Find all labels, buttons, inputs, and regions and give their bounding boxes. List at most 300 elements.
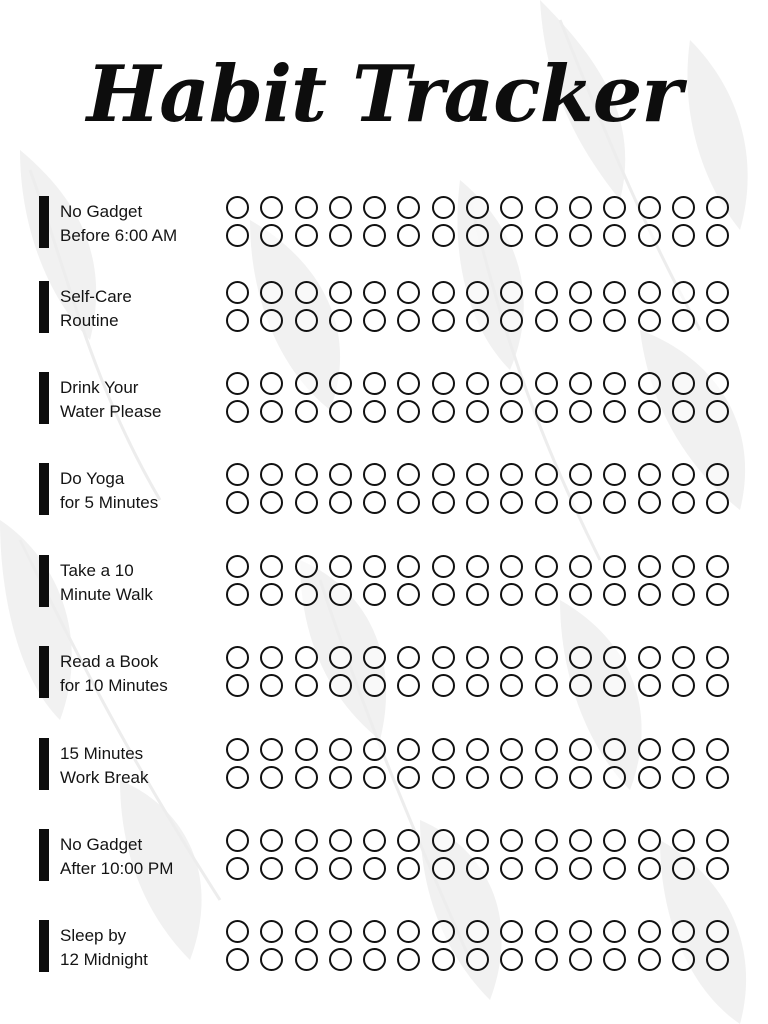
habit-check-circle[interactable] <box>295 555 318 578</box>
habit-check-circle[interactable] <box>638 920 661 943</box>
habit-check-circle[interactable] <box>603 400 626 423</box>
habit-check-circle[interactable] <box>329 281 352 304</box>
habit-check-circle[interactable] <box>466 400 489 423</box>
habit-check-circle[interactable] <box>363 309 386 332</box>
habit-check-circle[interactable] <box>672 491 695 514</box>
habit-check-circle[interactable] <box>569 738 592 761</box>
habit-check-circle[interactable] <box>295 857 318 880</box>
habit-check-circle[interactable] <box>432 491 455 514</box>
habit-check-circle[interactable] <box>500 224 523 247</box>
habit-check-circle[interactable] <box>295 309 318 332</box>
habit-check-circle[interactable] <box>500 491 523 514</box>
habit-check-circle[interactable] <box>363 920 386 943</box>
habit-check-circle[interactable] <box>569 948 592 971</box>
habit-check-circle[interactable] <box>603 463 626 486</box>
habit-check-circle[interactable] <box>329 948 352 971</box>
habit-check-circle[interactable] <box>260 400 283 423</box>
habit-check-circle[interactable] <box>569 555 592 578</box>
habit-check-circle[interactable] <box>638 674 661 697</box>
habit-check-circle[interactable] <box>260 920 283 943</box>
habit-check-circle[interactable] <box>295 646 318 669</box>
habit-check-circle[interactable] <box>466 583 489 606</box>
habit-check-circle[interactable] <box>466 463 489 486</box>
habit-check-circle[interactable] <box>226 309 249 332</box>
habit-check-circle[interactable] <box>603 948 626 971</box>
habit-check-circle[interactable] <box>260 224 283 247</box>
habit-check-circle[interactable] <box>363 583 386 606</box>
habit-check-circle[interactable] <box>363 829 386 852</box>
habit-check-circle[interactable] <box>466 948 489 971</box>
habit-check-circle[interactable] <box>260 857 283 880</box>
habit-label-line-1: No Gadget <box>60 202 143 221</box>
habit-check-circle[interactable] <box>638 281 661 304</box>
habit-check-circle[interactable] <box>672 555 695 578</box>
habit-check-circle[interactable] <box>638 372 661 395</box>
habit-check-circle[interactable] <box>672 920 695 943</box>
habit-check-circle[interactable] <box>638 309 661 332</box>
habit-check-circle[interactable] <box>638 766 661 789</box>
habit-check-circle[interactable] <box>295 829 318 852</box>
habit-check-circle[interactable] <box>260 674 283 697</box>
habit-check-circle[interactable] <box>535 309 558 332</box>
habit-check-circle[interactable] <box>638 196 661 219</box>
habit-check-circle[interactable] <box>363 857 386 880</box>
habit-check-circle[interactable] <box>226 463 249 486</box>
habit-check-circle[interactable] <box>638 646 661 669</box>
habit-check-circle[interactable] <box>535 196 558 219</box>
habit-check-circle[interactable] <box>295 738 318 761</box>
habit-check-circle[interactable] <box>397 400 420 423</box>
habit-check-circle[interactable] <box>466 766 489 789</box>
habit-check-circle[interactable] <box>260 196 283 219</box>
habit-check-circle[interactable] <box>500 920 523 943</box>
habit-check-circle[interactable] <box>500 372 523 395</box>
habit-check-circle[interactable] <box>638 224 661 247</box>
habit-check-circle[interactable] <box>706 766 729 789</box>
habit-label-line-2: for 10 Minutes <box>60 676 168 695</box>
habit-check-circle[interactable] <box>706 372 729 395</box>
habit-check-circle[interactable] <box>329 196 352 219</box>
habit-check-circle[interactable] <box>569 646 592 669</box>
habit-check-circle[interactable] <box>226 857 249 880</box>
habit-check-circle[interactable] <box>569 920 592 943</box>
habit-check-circle[interactable] <box>569 674 592 697</box>
habit-check-circle[interactable] <box>226 738 249 761</box>
habit-check-circle[interactable] <box>569 766 592 789</box>
habit-label-line-1: Read a Book <box>60 652 159 671</box>
habit-check-circle[interactable] <box>226 583 249 606</box>
habit-check-circle[interactable] <box>432 766 455 789</box>
habit-check-circle[interactable] <box>466 829 489 852</box>
habit-check-circle[interactable] <box>706 400 729 423</box>
habit-check-circle[interactable] <box>363 463 386 486</box>
checkbox-row <box>226 224 740 248</box>
habit-check-circle[interactable] <box>500 583 523 606</box>
habit-check-circle[interactable] <box>672 674 695 697</box>
habit-check-circle[interactable] <box>535 948 558 971</box>
habit-check-circle[interactable] <box>500 738 523 761</box>
habit-check-circle[interactable] <box>432 400 455 423</box>
habit-check-circle[interactable] <box>329 463 352 486</box>
habit-check-circle[interactable] <box>432 920 455 943</box>
habit-check-circle[interactable] <box>466 674 489 697</box>
habit-check-circle[interactable] <box>432 224 455 247</box>
habit-check-circle[interactable] <box>397 857 420 880</box>
habit-check-circle[interactable] <box>706 857 729 880</box>
habit-check-circle[interactable] <box>260 491 283 514</box>
habit-check-circle[interactable] <box>226 224 249 247</box>
habit-check-circle[interactable] <box>432 857 455 880</box>
habit-check-circle[interactable] <box>500 555 523 578</box>
habit-check-circle[interactable] <box>260 583 283 606</box>
habit-check-circle[interactable] <box>226 766 249 789</box>
habit-check-circle[interactable] <box>397 583 420 606</box>
habit-check-circle[interactable] <box>672 372 695 395</box>
habit-label-line-1: Self-Care <box>60 287 132 306</box>
habit-check-circle[interactable] <box>638 555 661 578</box>
habit-check-circle[interactable] <box>466 555 489 578</box>
habit-check-circle[interactable] <box>500 400 523 423</box>
habit-check-circle[interactable] <box>329 674 352 697</box>
habit-check-circle[interactable] <box>603 920 626 943</box>
habit-check-circle[interactable] <box>432 555 455 578</box>
habit-check-circle[interactable] <box>569 829 592 852</box>
habit-check-circle[interactable] <box>295 491 318 514</box>
habit-check-circle[interactable] <box>363 372 386 395</box>
habit-check-circle[interactable] <box>706 948 729 971</box>
habit-check-circle[interactable] <box>672 829 695 852</box>
habit-check-circle[interactable] <box>226 196 249 219</box>
checkbox-row <box>226 920 740 944</box>
habit-check-circle[interactable] <box>329 857 352 880</box>
habit-check-circle[interactable] <box>706 646 729 669</box>
habit-check-circle[interactable] <box>466 224 489 247</box>
habit-checkbox-grid <box>226 196 746 256</box>
habit-check-circle[interactable] <box>466 646 489 669</box>
habit-check-circle[interactable] <box>500 646 523 669</box>
habit-check-circle[interactable] <box>569 309 592 332</box>
habit-check-circle[interactable] <box>500 196 523 219</box>
habit-check-circle[interactable] <box>569 857 592 880</box>
habit-check-circle[interactable] <box>432 829 455 852</box>
habit-check-circle[interactable] <box>535 491 558 514</box>
checkbox-row <box>226 948 740 972</box>
habit-check-circle[interactable] <box>535 372 558 395</box>
habit-marker-bar <box>39 738 49 790</box>
habit-check-circle[interactable] <box>500 829 523 852</box>
checkbox-row <box>226 309 740 333</box>
habit-check-circle[interactable] <box>329 309 352 332</box>
habit-check-circle[interactable] <box>569 583 592 606</box>
habit-check-circle[interactable] <box>603 491 626 514</box>
habit-marker-bar <box>39 555 49 607</box>
habit-check-circle[interactable] <box>672 463 695 486</box>
habit-check-circle[interactable] <box>672 646 695 669</box>
habit-check-circle[interactable] <box>295 674 318 697</box>
habit-check-circle[interactable] <box>672 224 695 247</box>
habit-check-circle[interactable] <box>329 491 352 514</box>
habit-check-circle[interactable] <box>295 372 318 395</box>
habit-check-circle[interactable] <box>706 583 729 606</box>
habit-check-circle[interactable] <box>329 400 352 423</box>
habit-check-circle[interactable] <box>500 463 523 486</box>
habit-check-circle[interactable] <box>466 738 489 761</box>
habit-check-circle[interactable] <box>260 948 283 971</box>
habit-check-circle[interactable] <box>569 281 592 304</box>
habit-check-circle[interactable] <box>295 583 318 606</box>
habit-check-circle[interactable] <box>706 309 729 332</box>
habit-check-circle[interactable] <box>363 674 386 697</box>
habit-label-line-2: Routine <box>60 311 119 330</box>
habit-check-circle[interactable] <box>466 857 489 880</box>
habit-check-circle[interactable] <box>397 224 420 247</box>
habit-check-circle[interactable] <box>363 948 386 971</box>
habit-check-circle[interactable] <box>638 463 661 486</box>
habit-check-circle[interactable] <box>569 224 592 247</box>
habit-check-circle[interactable] <box>672 766 695 789</box>
habit-check-circle[interactable] <box>397 463 420 486</box>
habit-check-circle[interactable] <box>397 309 420 332</box>
habit-check-circle[interactable] <box>363 491 386 514</box>
habit-label-line-1: Sleep by <box>60 926 127 945</box>
habit-label <box>60 285 225 333</box>
habit-check-circle[interactable] <box>329 738 352 761</box>
habit-check-circle[interactable] <box>535 400 558 423</box>
habit-check-circle[interactable] <box>706 738 729 761</box>
habit-check-circle[interactable] <box>603 196 626 219</box>
habit-check-circle[interactable] <box>569 491 592 514</box>
habit-check-circle[interactable] <box>260 738 283 761</box>
habit-check-circle[interactable] <box>226 948 249 971</box>
habit-check-circle[interactable] <box>260 372 283 395</box>
habit-check-circle[interactable] <box>295 948 318 971</box>
habit-check-circle[interactable] <box>672 400 695 423</box>
habit-check-circle[interactable] <box>500 309 523 332</box>
habit-check-circle[interactable] <box>397 738 420 761</box>
habit-check-circle[interactable] <box>706 196 729 219</box>
habit-check-circle[interactable] <box>535 920 558 943</box>
habit-check-circle[interactable] <box>295 224 318 247</box>
habit-check-circle[interactable] <box>329 555 352 578</box>
habit-checkbox-grid <box>226 738 746 798</box>
habit-check-circle[interactable] <box>466 281 489 304</box>
habit-check-circle[interactable] <box>260 829 283 852</box>
habit-check-circle[interactable] <box>363 196 386 219</box>
habit-check-circle[interactable] <box>603 674 626 697</box>
habit-check-circle[interactable] <box>260 309 283 332</box>
habit-check-circle[interactable] <box>569 463 592 486</box>
habit-marker-bar <box>39 463 49 515</box>
habit-check-circle[interactable] <box>432 583 455 606</box>
habit-check-circle[interactable] <box>603 281 626 304</box>
checkbox-row <box>226 400 740 424</box>
habit-check-circle[interactable] <box>295 463 318 486</box>
habit-check-circle[interactable] <box>638 857 661 880</box>
habit-check-circle[interactable] <box>329 829 352 852</box>
habit-check-circle[interactable] <box>672 583 695 606</box>
habit-check-circle[interactable] <box>397 555 420 578</box>
habit-check-circle[interactable] <box>638 829 661 852</box>
habit-check-circle[interactable] <box>706 920 729 943</box>
habit-check-circle[interactable] <box>535 463 558 486</box>
habit-check-circle[interactable] <box>226 829 249 852</box>
habit-check-circle[interactable] <box>432 738 455 761</box>
habit-check-circle[interactable] <box>535 583 558 606</box>
habit-check-circle[interactable] <box>466 491 489 514</box>
habit-check-circle[interactable] <box>500 948 523 971</box>
habit-check-circle[interactable] <box>603 583 626 606</box>
habit-check-circle[interactable] <box>466 372 489 395</box>
habit-check-circle[interactable] <box>706 674 729 697</box>
habit-check-circle[interactable] <box>535 674 558 697</box>
habit-check-circle[interactable] <box>226 674 249 697</box>
habit-check-circle[interactable] <box>397 766 420 789</box>
habit-row <box>0 281 768 341</box>
habit-check-circle[interactable] <box>363 555 386 578</box>
habit-check-circle[interactable] <box>569 372 592 395</box>
habit-check-circle[interactable] <box>226 555 249 578</box>
habit-check-circle[interactable] <box>226 491 249 514</box>
habit-check-circle[interactable] <box>569 400 592 423</box>
habit-check-circle[interactable] <box>706 829 729 852</box>
habit-check-circle[interactable] <box>295 281 318 304</box>
habit-check-circle[interactable] <box>363 766 386 789</box>
habit-check-circle[interactable] <box>432 646 455 669</box>
habit-row <box>0 196 768 256</box>
habit-check-circle[interactable] <box>260 555 283 578</box>
habit-check-circle[interactable] <box>432 196 455 219</box>
habit-label-line-1: Drink Your <box>60 378 139 397</box>
habit-check-circle[interactable] <box>226 281 249 304</box>
habit-check-circle[interactable] <box>397 491 420 514</box>
habit-check-circle[interactable] <box>569 196 592 219</box>
habit-check-circle[interactable] <box>397 829 420 852</box>
habit-marker-bar <box>39 281 49 333</box>
habit-check-circle[interactable] <box>432 281 455 304</box>
habit-check-circle[interactable] <box>535 281 558 304</box>
habit-check-circle[interactable] <box>363 400 386 423</box>
habit-check-circle[interactable] <box>603 738 626 761</box>
habit-check-circle[interactable] <box>295 400 318 423</box>
habit-check-circle[interactable] <box>638 583 661 606</box>
checkbox-row <box>226 857 740 881</box>
habit-check-circle[interactable] <box>295 920 318 943</box>
habit-check-circle[interactable] <box>535 224 558 247</box>
habit-row <box>0 463 768 523</box>
habit-check-circle[interactable] <box>226 646 249 669</box>
habit-check-circle[interactable] <box>535 857 558 880</box>
habit-check-circle[interactable] <box>363 281 386 304</box>
habit-check-circle[interactable] <box>706 491 729 514</box>
habit-check-circle[interactable] <box>535 646 558 669</box>
habit-check-circle[interactable] <box>432 674 455 697</box>
habit-check-circle[interactable] <box>295 196 318 219</box>
habit-check-circle[interactable] <box>397 948 420 971</box>
habit-label-line-2: Before 6:00 AM <box>60 226 178 245</box>
habit-check-circle[interactable] <box>397 674 420 697</box>
habit-check-circle[interactable] <box>329 920 352 943</box>
habit-check-circle[interactable] <box>329 583 352 606</box>
habit-check-circle[interactable] <box>397 646 420 669</box>
habit-checkbox-grid <box>226 555 746 615</box>
habit-check-circle[interactable] <box>397 281 420 304</box>
habit-check-circle[interactable] <box>432 372 455 395</box>
habit-check-circle[interactable] <box>672 857 695 880</box>
habit-check-circle[interactable] <box>226 400 249 423</box>
habit-check-circle[interactable] <box>329 372 352 395</box>
habit-check-circle[interactable] <box>363 738 386 761</box>
habit-check-circle[interactable] <box>706 555 729 578</box>
habit-checkbox-grid <box>226 829 746 889</box>
habit-check-circle[interactable] <box>535 766 558 789</box>
checkbox-row <box>226 829 740 853</box>
habit-check-circle[interactable] <box>706 281 729 304</box>
habit-check-circle[interactable] <box>226 372 249 395</box>
habit-check-circle[interactable] <box>432 948 455 971</box>
habit-check-circle[interactable] <box>603 829 626 852</box>
habit-check-circle[interactable] <box>535 738 558 761</box>
habit-check-circle[interactable] <box>329 224 352 247</box>
habit-check-circle[interactable] <box>500 674 523 697</box>
habit-check-circle[interactable] <box>638 738 661 761</box>
habit-check-circle[interactable] <box>535 829 558 852</box>
habit-check-circle[interactable] <box>466 920 489 943</box>
habit-label-line-2: for 5 Minutes <box>60 493 159 512</box>
habit-check-circle[interactable] <box>500 766 523 789</box>
habit-check-circle[interactable] <box>672 738 695 761</box>
habit-check-circle[interactable] <box>672 309 695 332</box>
habit-label-line-2: After 10:00 PM <box>60 859 174 878</box>
habit-check-circle[interactable] <box>260 646 283 669</box>
habit-check-circle[interactable] <box>638 491 661 514</box>
habit-check-circle[interactable] <box>672 196 695 219</box>
habit-check-circle[interactable] <box>603 646 626 669</box>
habit-check-circle[interactable] <box>260 766 283 789</box>
habit-check-circle[interactable] <box>603 309 626 332</box>
habit-check-circle[interactable] <box>466 309 489 332</box>
habit-check-circle[interactable] <box>226 920 249 943</box>
habit-check-circle[interactable] <box>329 766 352 789</box>
habit-check-circle[interactable] <box>535 555 558 578</box>
habit-check-circle[interactable] <box>432 463 455 486</box>
habit-check-circle[interactable] <box>603 224 626 247</box>
habit-check-circle[interactable] <box>397 372 420 395</box>
habit-check-circle[interactable] <box>638 948 661 971</box>
habit-check-circle[interactable] <box>672 948 695 971</box>
habit-check-circle[interactable] <box>260 463 283 486</box>
habit-check-circle[interactable] <box>500 281 523 304</box>
habit-check-circle[interactable] <box>260 281 283 304</box>
habit-check-circle[interactable] <box>432 309 455 332</box>
habit-label-line-1: Take a 10 <box>60 561 134 580</box>
habit-check-circle[interactable] <box>638 400 661 423</box>
habit-check-circle[interactable] <box>295 766 318 789</box>
habit-check-circle[interactable] <box>706 463 729 486</box>
habit-check-circle[interactable] <box>672 281 695 304</box>
habit-check-circle[interactable] <box>466 196 489 219</box>
habit-check-circle[interactable] <box>603 766 626 789</box>
habit-check-circle[interactable] <box>329 646 352 669</box>
habit-check-circle[interactable] <box>363 646 386 669</box>
habit-check-circle[interactable] <box>500 857 523 880</box>
habit-check-circle[interactable] <box>397 920 420 943</box>
habit-check-circle[interactable] <box>706 224 729 247</box>
habit-check-circle[interactable] <box>603 372 626 395</box>
habit-check-circle[interactable] <box>603 555 626 578</box>
habit-check-circle[interactable] <box>397 196 420 219</box>
habit-check-circle[interactable] <box>603 857 626 880</box>
habit-check-circle[interactable] <box>363 224 386 247</box>
